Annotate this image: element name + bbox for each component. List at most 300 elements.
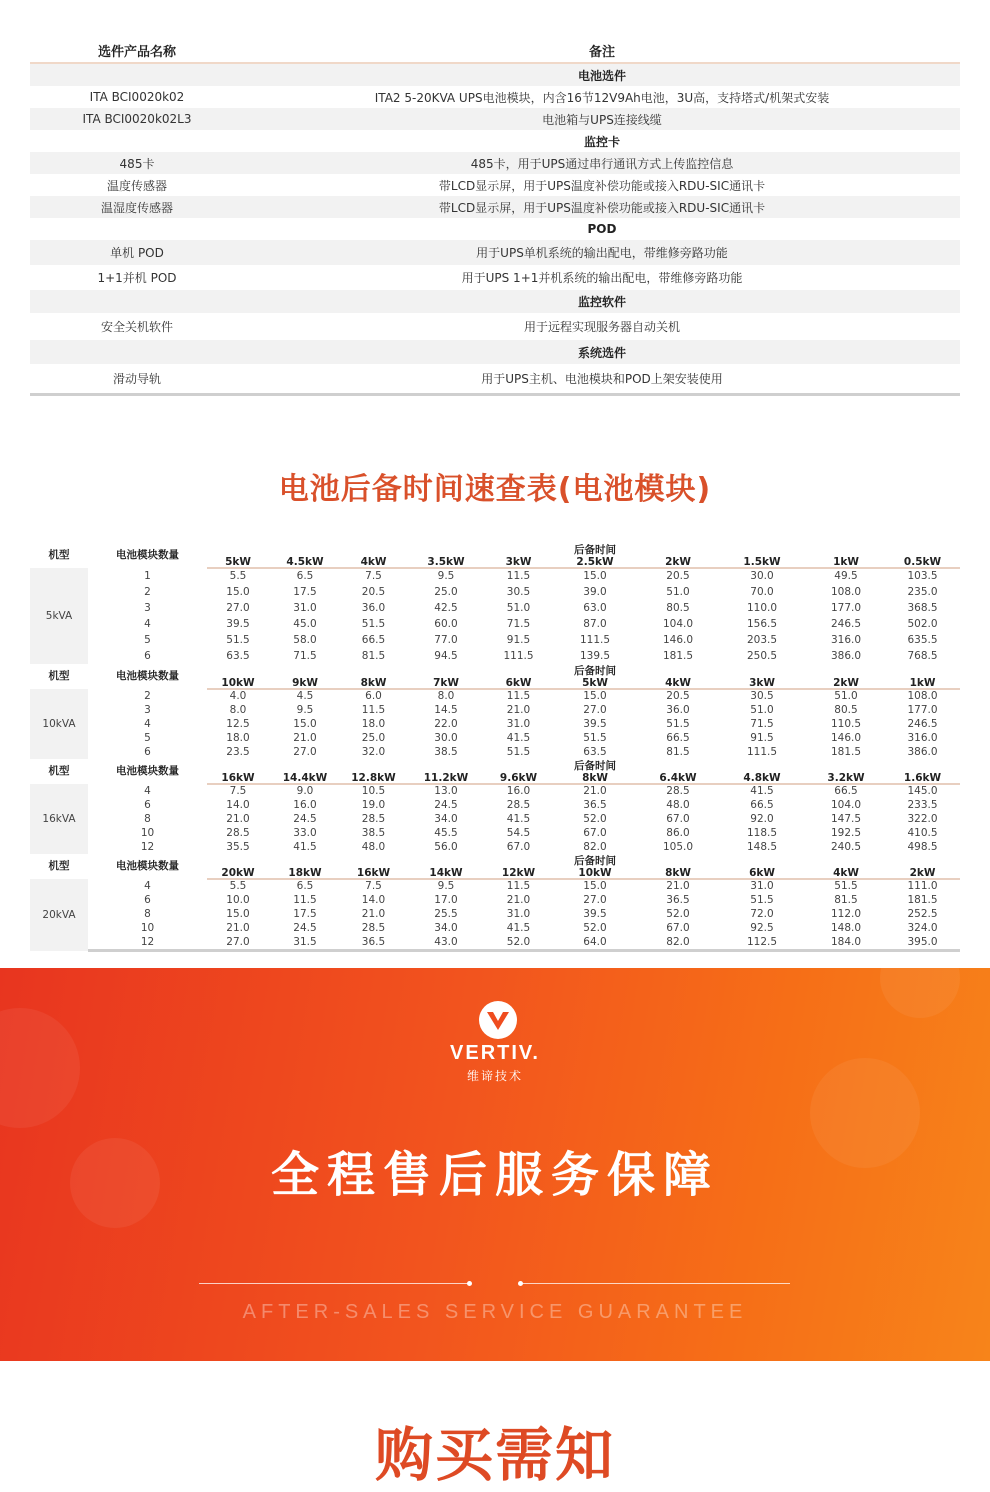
backup-minutes: 30.5: [506, 585, 531, 598]
load-header: 0.5kW: [885, 555, 960, 568]
decor-circle: [880, 968, 960, 1018]
backup-minutes: 51.5: [750, 893, 774, 906]
backup-minutes: 15.0: [293, 717, 317, 730]
backup-minutes: 21.0: [666, 880, 690, 893]
header-spacer: [486, 543, 551, 555]
backup-time-label: 后备时间: [574, 854, 616, 866]
load-header: 12kW: [486, 866, 551, 879]
backup-header-row: [30, 543, 960, 555]
load-header: 6kW: [717, 866, 807, 879]
backup-minutes: 18.0: [226, 731, 250, 744]
backup-row: [30, 921, 960, 935]
backup-minutes: 27.0: [207, 935, 269, 951]
backup-minutes: 66.5: [361, 633, 386, 646]
backup-minutes: 21.0: [506, 703, 531, 716]
backup-minutes: 41.5: [750, 785, 774, 798]
options-table-body: [30, 38, 960, 395]
backup-minutes: 87.0: [583, 617, 607, 630]
header-spacer: [269, 759, 341, 771]
module-count: 5: [144, 633, 151, 646]
option-note: 带LCD显示屏，用于UPS温度补偿功能或接入RDU-SIC通讯卡: [438, 178, 766, 193]
backup-minutes: 33.0: [293, 826, 317, 839]
header-spacer: [885, 664, 960, 676]
backup-minutes: 6.5: [296, 880, 314, 893]
backup-minutes: 72.0: [750, 907, 774, 920]
backup-minutes: 4.5: [296, 690, 314, 703]
backup-minutes: 34.0: [434, 921, 458, 934]
service-title: 全程售后服务保障: [270, 1147, 719, 1203]
backup-minutes: 45.5: [434, 826, 458, 839]
backup-minutes: 7.5: [229, 785, 247, 798]
count-label: 电池模块数量: [116, 765, 179, 778]
backup-minutes: 67.0: [506, 840, 531, 853]
load-header: 10kW: [207, 676, 269, 689]
backup-minutes: 51.5: [666, 717, 690, 730]
backup-row: [30, 703, 960, 717]
backup-minutes: 56.0: [434, 840, 458, 853]
header-spacer: [807, 543, 885, 555]
backup-minutes: 20.5: [361, 585, 386, 598]
module-count: 6: [144, 745, 151, 758]
backup-minutes: 11.5: [293, 893, 317, 906]
header-spacer: [207, 854, 269, 866]
model-name: 10kVA: [30, 689, 88, 759]
count-label: 电池模块数量: [116, 860, 179, 873]
backup-minutes: 32.0: [361, 745, 386, 758]
options-item-row: [30, 313, 960, 340]
backup-minutes: 28.5: [361, 921, 386, 934]
backup-minutes: 103.5: [907, 570, 938, 583]
backup-minutes: 24.5: [293, 921, 317, 934]
backup-row: [30, 907, 960, 921]
backup-minutes: 15.0: [226, 585, 250, 598]
backup-minutes: 66.5: [834, 785, 858, 798]
load-header: 16kW: [207, 771, 269, 784]
backup-row: [30, 584, 960, 600]
purchase-notice-title: 购买需知: [374, 1421, 615, 1489]
backup-minutes: 71.5: [506, 617, 531, 630]
options-item-row: [30, 364, 960, 395]
backup-minutes: 5.5: [229, 880, 247, 893]
backup-minutes: 11.5: [361, 703, 386, 716]
backup-minutes: 39.0: [583, 585, 607, 598]
backup-minutes: 41.5: [506, 731, 531, 744]
load-header: 12.8kW: [341, 771, 406, 784]
load-header: 10kW: [551, 866, 639, 879]
module-count: 2: [144, 689, 151, 702]
backup-minutes: 15.0: [583, 570, 607, 583]
backup-minutes: 67.0: [583, 826, 607, 839]
backup-minutes: 31.0: [293, 601, 317, 614]
model-label: 机型: [48, 860, 70, 873]
backup-minutes: 6.0: [365, 690, 382, 703]
backup-minutes: 246.5: [830, 617, 862, 630]
backup-minutes: 316.0: [907, 731, 938, 744]
option-name: 单机 POD: [30, 240, 244, 265]
backup-minutes: 66.5: [750, 798, 774, 811]
backup-row: [30, 840, 960, 854]
backup-minutes: 30.5: [750, 690, 774, 703]
backup-minutes: 11.5: [506, 880, 531, 893]
backup-minutes: 316.0: [830, 633, 862, 646]
options-item-row: [30, 108, 960, 130]
backup-row: [30, 826, 960, 840]
backup-minutes: 28.5: [666, 785, 690, 798]
header-spacer: [717, 759, 807, 771]
backup-minutes: 38.5: [434, 745, 458, 758]
backup-minutes: 23.5: [226, 745, 250, 758]
model-label: 机型: [48, 765, 70, 778]
backup-minutes: 4.0: [229, 690, 247, 703]
backup-minutes: 17.0: [434, 893, 458, 906]
module-count: 4: [144, 784, 151, 797]
divider-line-right: [520, 1283, 790, 1284]
header-spacer: [341, 759, 406, 771]
backup-minutes: 66.5: [666, 731, 690, 744]
backup-minutes: 240.5: [830, 840, 862, 853]
backup-minutes: 52.0: [583, 812, 607, 825]
options-table-header: [30, 38, 960, 63]
load-header: 4kW: [807, 866, 885, 879]
option-note: 用于UPS 1+1并机系统的输出配电，带维修旁路功能: [461, 271, 743, 285]
module-count: 1: [144, 569, 151, 582]
backup-minutes: 11.5: [506, 570, 531, 583]
brand-name-cn: 维谛技术: [466, 1069, 523, 1083]
backup-minutes: 14.5: [434, 703, 458, 716]
backup-minutes: 104.0: [662, 617, 694, 630]
backup-minutes: 410.5: [907, 826, 938, 839]
backup-minutes: 49.5: [834, 570, 858, 583]
module-count: 12: [140, 840, 155, 853]
header-spacer: [341, 664, 406, 676]
header-product-name: 选件产品名称: [30, 38, 244, 63]
header-spacer: [807, 664, 885, 676]
model-label: 机型: [48, 549, 70, 562]
backup-minutes: 31.0: [506, 907, 531, 920]
module-count: 12: [88, 935, 207, 951]
backup-minutes: 24.5: [434, 798, 458, 811]
load-header: 8kW: [639, 866, 717, 879]
backup-minutes: 27.0: [583, 893, 607, 906]
load-header: 3kW: [486, 555, 551, 568]
load-header: 4.5kW: [269, 555, 341, 568]
backup-minutes: 5.5: [229, 570, 247, 583]
option-section-title: 系统选件: [244, 340, 960, 364]
backup-minutes: 181.5: [907, 893, 938, 906]
backup-minutes: 67.0: [666, 812, 690, 825]
backup-minutes: 70.0: [750, 585, 774, 598]
option-name: ITA BCI0020k02: [89, 90, 185, 104]
backup-minutes: 21.0: [226, 921, 250, 934]
backup-minutes: 77.0: [434, 633, 458, 646]
load-header: 8kW: [341, 676, 406, 689]
header-spacer: [207, 759, 269, 771]
header-spacer: [639, 854, 717, 866]
option-section-title: 电池选件: [244, 63, 960, 86]
header-spacer: [341, 543, 406, 555]
backup-minutes: 51.0: [750, 703, 774, 716]
backup-minutes: 92.5: [750, 921, 774, 934]
backup-minutes: 21.0: [226, 812, 250, 825]
load-header: 18kW: [269, 866, 341, 879]
backup-minutes: 81.5: [666, 745, 690, 758]
backup-row: [30, 935, 960, 951]
module-count: 10: [140, 921, 155, 934]
backup-minutes: 25.0: [434, 585, 458, 598]
backup-minutes: 177.0: [830, 601, 862, 614]
backup-minutes: 51.0: [666, 585, 690, 598]
backup-minutes: 39.5: [583, 717, 607, 730]
option-name: [30, 218, 244, 240]
backup-minutes: 51.0: [834, 690, 858, 703]
load-header: 3kW: [717, 676, 807, 689]
backup-minutes: 147.5: [830, 812, 862, 825]
backup-minutes: 148.0: [830, 921, 862, 934]
backup-row: [30, 798, 960, 812]
backup-minutes: 24.5: [293, 812, 317, 825]
backup-minutes: 386.0: [830, 649, 862, 662]
backup-minutes: 18.0: [361, 717, 386, 730]
backup-minutes: 51.5: [361, 617, 386, 630]
module-count: 4: [144, 717, 151, 730]
model-name: 5kVA: [30, 568, 88, 664]
header-spacer: [406, 854, 486, 866]
backup-minutes: 10.0: [226, 893, 250, 906]
backup-minutes: 71.5: [293, 649, 317, 662]
backup-minutes: 27.0: [226, 601, 250, 614]
option-note: 用于远程实现服务器自动关机: [523, 320, 680, 334]
option-note: ITA2 5-20KVA UPS电池模块，内含16节12V9Ah电池，3U高，支持塔式/机架式安装: [374, 90, 830, 105]
backup-minutes: 31.0: [506, 717, 531, 730]
backup-minutes: 30.0: [434, 731, 458, 744]
backup-minutes: 38.5: [361, 826, 386, 839]
option-name: [30, 63, 244, 86]
module-count: 3: [144, 601, 151, 614]
backup-minutes: 192.5: [830, 826, 862, 839]
backup-minutes: 203.5: [746, 633, 778, 646]
backup-minutes: 502.0: [907, 617, 938, 630]
backup-minutes: 108.0: [830, 585, 862, 598]
backup-minutes: 181.5: [830, 745, 862, 758]
load-header: 1.6kW: [885, 771, 960, 784]
backup-minutes: 34.0: [434, 812, 458, 825]
backup-minutes: 368.5: [907, 601, 938, 614]
backup-minutes: 31.0: [750, 880, 774, 893]
backup-minutes: 111.5: [579, 633, 611, 646]
header-spacer: [406, 759, 486, 771]
options-item-row: [30, 152, 960, 174]
backup-minutes: 9.5: [437, 880, 455, 893]
backup-minutes: 8.0: [437, 690, 455, 703]
backup-table-10kva: [30, 664, 960, 759]
backup-table-5kva: [30, 543, 960, 664]
backup-minutes: 146.0: [662, 633, 694, 646]
backup-minutes: 184.0: [807, 935, 885, 951]
backup-minutes: 9.5: [296, 703, 314, 716]
backup-minutes: 52.0: [486, 935, 551, 951]
load-header: 14kW: [406, 866, 486, 879]
backup-minutes: 86.0: [666, 826, 690, 839]
backup-minutes: 21.0: [361, 907, 386, 920]
backup-minutes: 146.0: [830, 731, 862, 744]
backup-minutes: 28.5: [506, 798, 531, 811]
backup-minutes: 21.0: [293, 731, 317, 744]
backup-row: [30, 600, 960, 616]
backup-row: [30, 879, 960, 893]
load-header: 2.5kW: [551, 555, 639, 568]
option-section-title: 监控卡: [583, 134, 620, 149]
backup-table-16kva: [30, 759, 960, 854]
backup-minutes: 20.5: [666, 690, 690, 703]
backup-minutes: 110.0: [746, 601, 778, 614]
backup-minutes: 108.0: [907, 690, 938, 703]
backup-row: [30, 812, 960, 826]
backup-minutes: 80.5: [666, 601, 690, 614]
service-subtitle: AFTER-SALES SERVICE GUARANTEE: [242, 1301, 748, 1323]
backup-minutes: 51.5: [583, 731, 607, 744]
backup-minutes: 58.0: [293, 633, 317, 646]
backup-minutes: 139.5: [579, 649, 611, 662]
backup-row: [30, 689, 960, 703]
backup-minutes: 16.0: [506, 785, 531, 798]
backup-minutes: 82.0: [583, 840, 607, 853]
backup-minutes: 41.5: [506, 921, 531, 934]
backup-minutes: 41.5: [506, 812, 531, 825]
load-header: 1.5kW: [717, 555, 807, 568]
options-item-row: [30, 240, 960, 265]
backup-minutes: 39.5: [226, 617, 250, 630]
backup-minutes: 48.0: [666, 798, 690, 811]
backup-minutes: 82.0: [639, 935, 717, 951]
load-header: 11.2kW: [406, 771, 486, 784]
backup-minutes: 768.5: [907, 649, 938, 662]
load-header: 9kW: [269, 676, 341, 689]
module-count: 6: [144, 649, 151, 662]
backup-minutes: 17.5: [293, 907, 317, 920]
backup-minutes: 30.0: [750, 570, 774, 583]
module-count: 6: [144, 893, 151, 906]
backup-row: [30, 568, 960, 584]
backup-row: [30, 784, 960, 798]
backup-tables: [30, 543, 960, 952]
backup-minutes: 80.5: [834, 703, 858, 716]
backup-minutes: 13.0: [434, 785, 458, 798]
backup-minutes: 22.0: [434, 717, 458, 730]
load-header: 5kW: [551, 676, 639, 689]
backup-minutes: 36.5: [583, 798, 607, 811]
backup-minutes: 36.0: [361, 601, 386, 614]
option-note: 485卡，用于UPS通过串行通讯方式上传监控信息: [244, 152, 960, 174]
backup-minutes: 145.0: [907, 785, 938, 798]
backup-minutes: 51.5: [834, 880, 858, 893]
backup-minutes: 16.0: [293, 798, 317, 811]
backup-row: [30, 745, 960, 759]
backup-minutes: 9.0: [296, 785, 314, 798]
backup-row: [30, 731, 960, 745]
load-header: 8kW: [551, 771, 639, 784]
option-note: 电池箱与UPS连接线缆: [244, 108, 960, 130]
load-header: 4kW: [341, 555, 406, 568]
backup-minutes: 42.5: [434, 601, 458, 614]
backup-minutes: 156.5: [746, 617, 778, 630]
header-spacer: [207, 543, 269, 555]
divider-dot-left: [467, 1281, 472, 1286]
module-count: 10: [140, 826, 155, 839]
header-spacer: [717, 854, 807, 866]
load-header: 1kW: [885, 676, 960, 689]
backup-minutes: 181.5: [662, 649, 694, 662]
header-spacer: [807, 854, 885, 866]
backup-time-label: 后备时间: [574, 543, 616, 555]
backup-minutes: 71.5: [750, 717, 774, 730]
backup-minutes: 7.5: [365, 570, 382, 583]
count-label: 电池模块数量: [116, 670, 179, 683]
backup-minutes: 31.5: [269, 935, 341, 951]
header-spacer: [885, 759, 960, 771]
backup-minutes: 498.5: [907, 840, 938, 853]
load-header: 3.2kW: [807, 771, 885, 784]
backup-minutes: 27.0: [293, 745, 317, 758]
backup-minutes: 8.0: [229, 703, 247, 716]
backup-minutes: 63.5: [583, 745, 607, 758]
vertiv-v-icon: [478, 1000, 518, 1040]
load-header: 1kW: [807, 555, 885, 568]
backup-minutes: 395.0: [885, 935, 960, 951]
backup-minutes: 63.0: [583, 601, 607, 614]
header-spacer: [807, 759, 885, 771]
options-section-row: [30, 340, 960, 364]
header-spacer: [639, 759, 717, 771]
module-count: 4: [144, 879, 151, 892]
option-name: [30, 290, 244, 313]
backup-minutes: 14.0: [226, 798, 250, 811]
backup-minutes: 104.0: [830, 798, 862, 811]
load-header: 5kW: [207, 555, 269, 568]
options-item-row: [30, 196, 960, 218]
header-spacer: [269, 543, 341, 555]
module-count: 2: [144, 585, 151, 598]
backup-minutes: 15.0: [583, 690, 607, 703]
option-name: 1+1并机 POD: [97, 271, 177, 285]
backup-minutes: 51.0: [506, 601, 531, 614]
backup-minutes: 48.0: [361, 840, 386, 853]
load-header: 2kW: [639, 555, 717, 568]
backup-minutes: 246.5: [907, 717, 938, 730]
backup-row: [30, 893, 960, 907]
backup-time-label: 后备时间: [574, 759, 616, 771]
option-name: 温度传感器: [106, 178, 167, 193]
backup-minutes: 64.0: [551, 935, 639, 951]
backup-minutes: 10.5: [361, 785, 386, 798]
load-header: 2kW: [807, 676, 885, 689]
backup-minutes: 51.5: [506, 745, 531, 758]
backup-row: [30, 648, 960, 664]
backup-minutes: 19.0: [361, 798, 386, 811]
backup-time-label: 后备时间: [574, 664, 616, 676]
backup-minutes: 386.0: [907, 745, 938, 758]
backup-minutes: 35.5: [226, 840, 250, 853]
backup-minutes: 27.0: [583, 703, 607, 716]
backup-minutes: 17.5: [293, 585, 317, 598]
header-spacer: [486, 664, 551, 676]
header-spacer: [341, 854, 406, 866]
load-header: 20kW: [207, 866, 269, 879]
backup-header-row: [30, 759, 960, 771]
module-count: 3: [144, 703, 151, 716]
backup-minutes: 111.0: [907, 880, 938, 893]
module-count: 8: [144, 812, 151, 825]
backup-row: [30, 632, 960, 648]
